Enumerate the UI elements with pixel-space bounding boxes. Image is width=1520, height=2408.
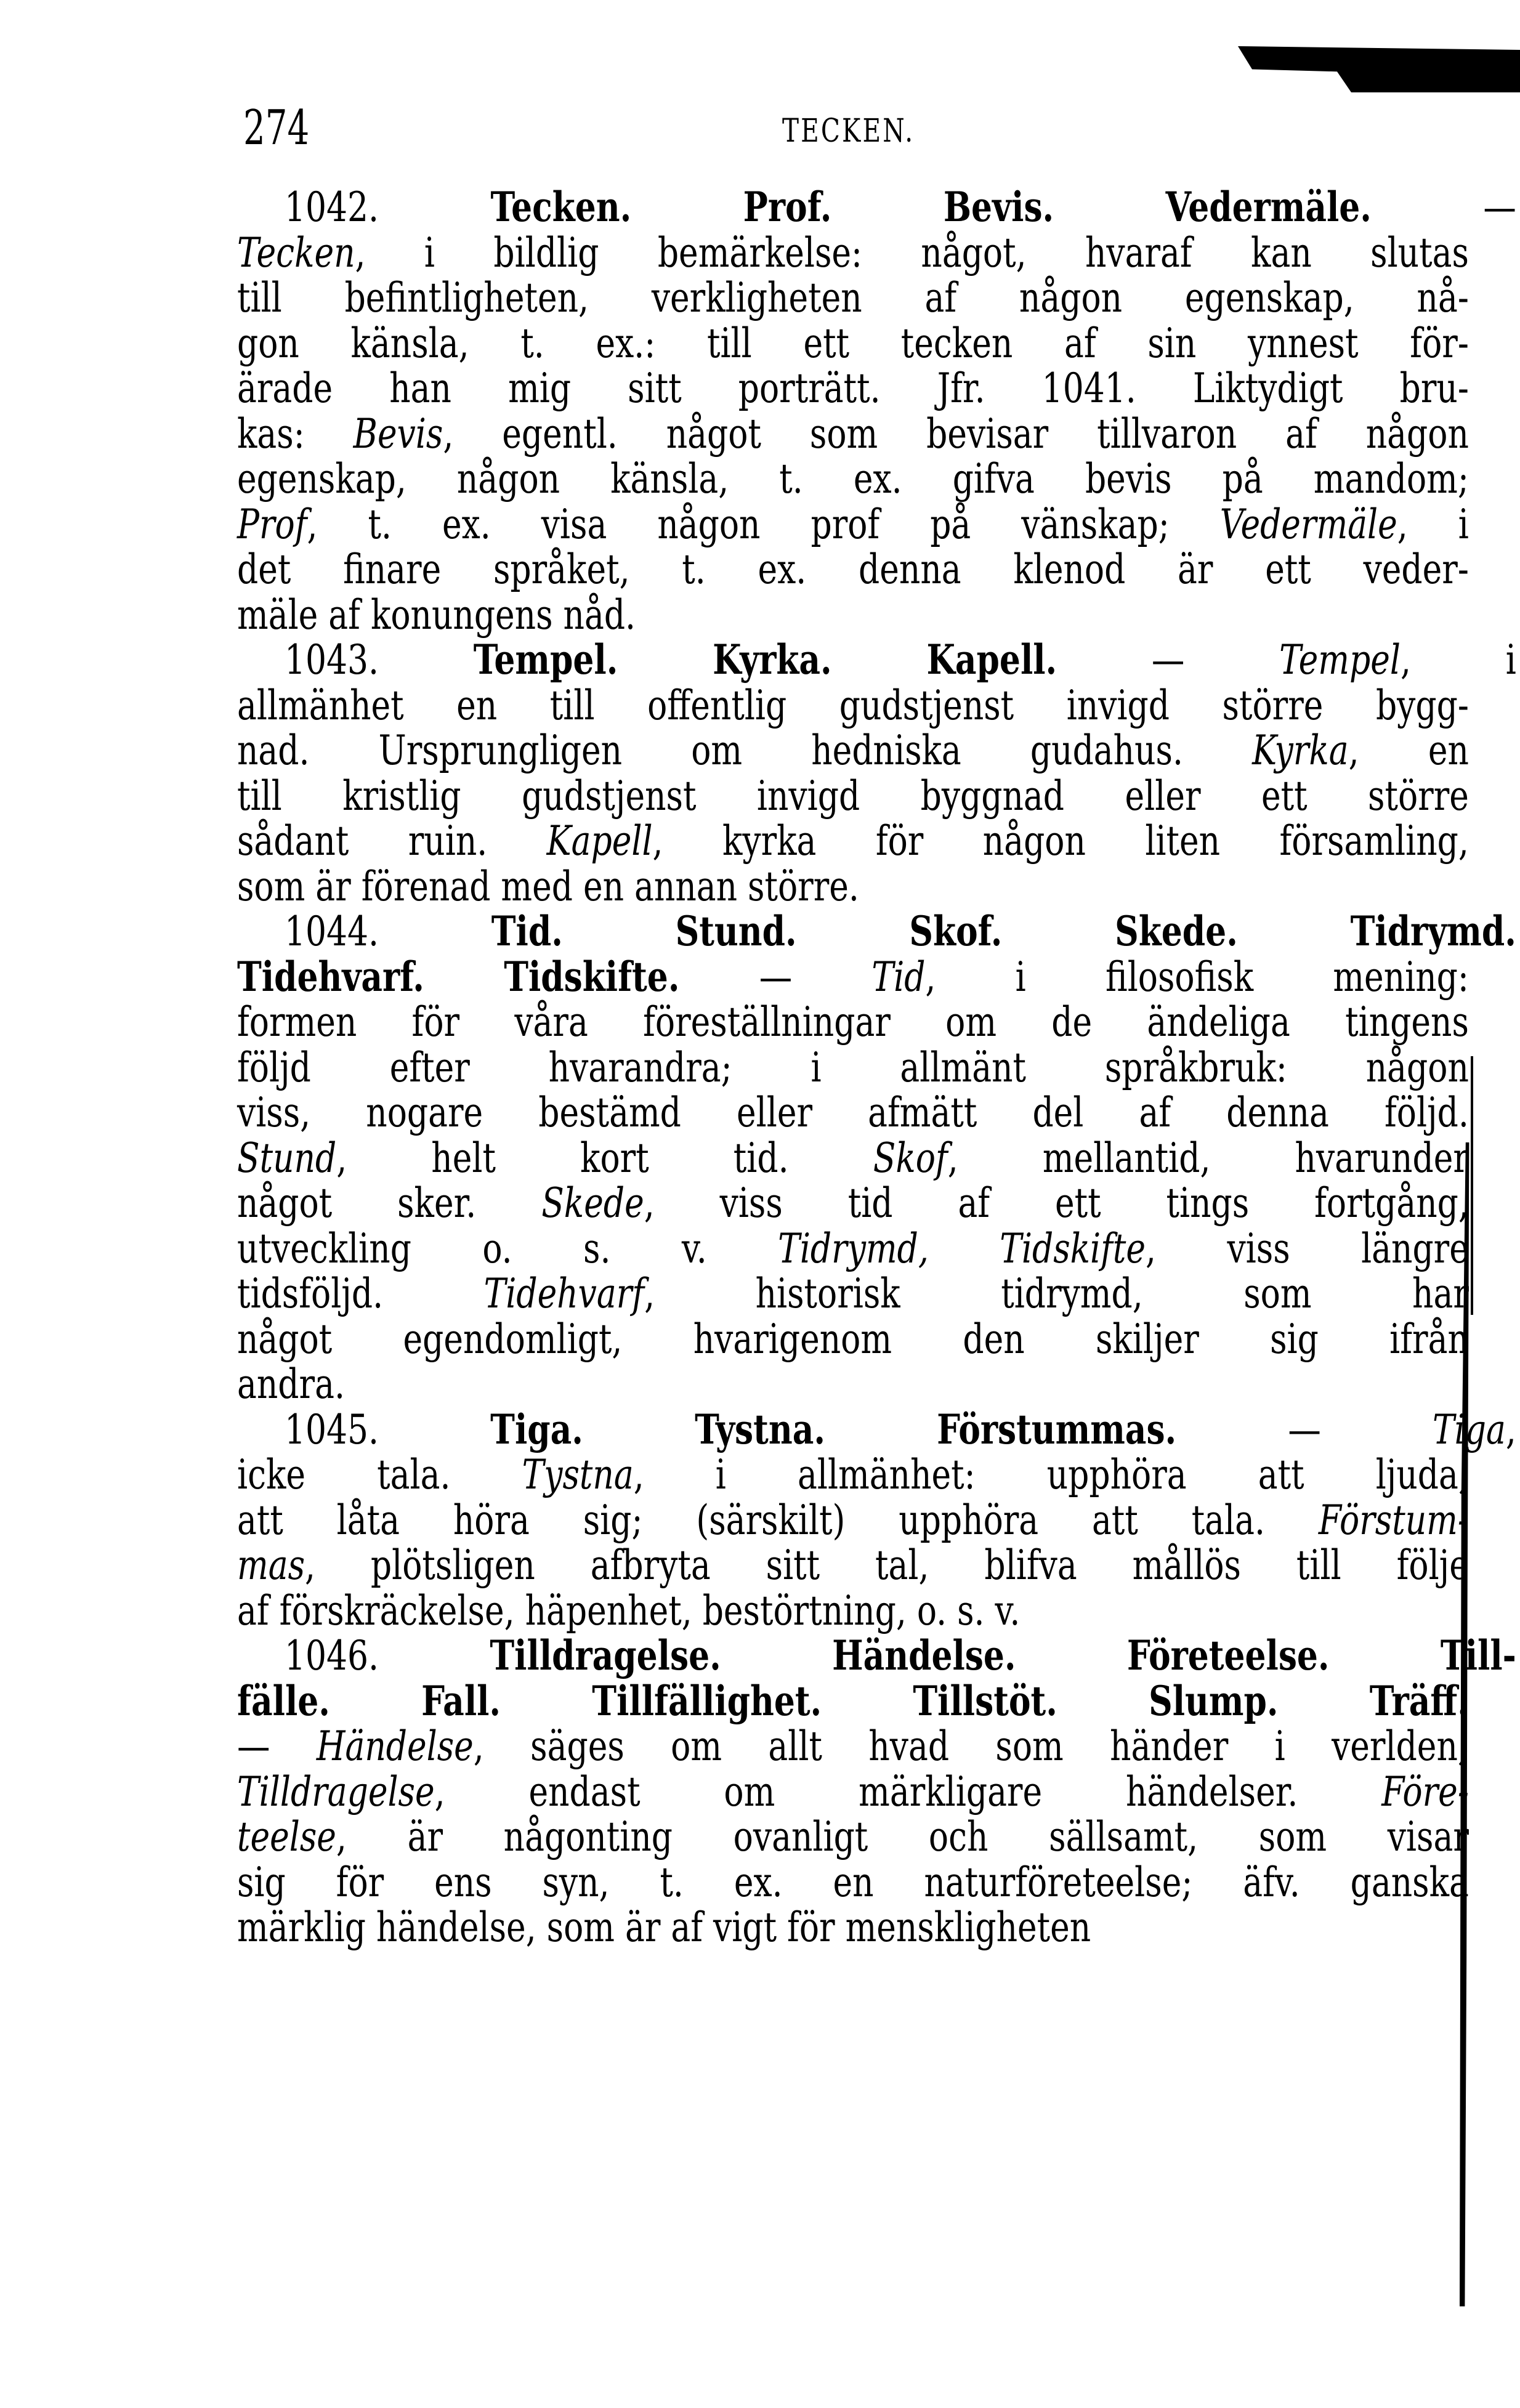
text-run [1057,1678,1149,1725]
italic-term: Tid [871,953,926,1001]
entry-text-line [237,1090,1469,1136]
text-run [501,1678,592,1725]
italic-term: Tystna [522,1451,634,1498]
text-run: nad. Ursprungligen om hedniska gudahus. [237,727,1253,774]
running-title: TECKEN. [782,113,915,150]
italic-term: Vedermäle [1219,500,1397,548]
text-run [1278,1678,1369,1725]
text-run: — [1176,1405,1433,1453]
entry-text-line [237,1498,1469,1543]
text-run: märklig händelse, som är af vigt för menskligheten [237,1904,1091,1951]
text-run: 1043. [284,636,474,684]
entry-text-line [237,456,1469,502]
entry-heading-line [237,1407,1516,1453]
text-run: kas: [237,410,354,458]
entry-text-line [237,1181,1469,1226]
dictionary-body [237,183,1516,1951]
text-run: 1045. [284,1405,491,1453]
headword: Tidskifte. [504,952,680,1001]
page-number: 274 [243,100,310,156]
text-run: , är någonting ovanligt och sällsamt, som visar [336,1813,1469,1861]
entry-text-line [237,1271,1469,1317]
entry-text-line [237,321,1469,366]
headword: Stund. [675,907,797,955]
text-run: viss, nogare bestämd eller afmätt del af denna följd. [237,1089,1469,1136]
text-run: , viss längre [1146,1224,1469,1272]
headword: Vedermäle. [1165,183,1372,231]
text-run: , historisk tidrymd, som har [644,1270,1469,1317]
headword: Till- [1440,1631,1516,1679]
italic-term: Tecken [237,228,355,277]
entry-text-line [237,1226,1469,1272]
text-run [1330,1632,1441,1679]
text-run: utveckling o. s. v. [237,1224,778,1272]
headword: Kapell. [926,636,1057,684]
italic-term: Prof [237,500,307,548]
headword: Tillfällighet. [592,1676,822,1725]
text-run [1238,908,1351,955]
entry-heading-line [237,637,1516,683]
entry-text-line [237,230,1469,276]
text-run [822,1678,913,1725]
text-run: 1046. [284,1632,490,1679]
italic-term: Stund [237,1134,337,1182]
entry-text-line [237,1860,1469,1905]
text-run: gon känsla, t. ex.: till ett tecken af sin ynnest för- [237,319,1469,367]
entry-text-line [237,1045,1469,1091]
italic-term: Tilldragelse [237,1768,435,1816]
text-run [831,184,943,231]
headword: Tilldragelse. [490,1631,721,1679]
italic-term: mas [237,1541,305,1589]
entry-text-line [237,502,1469,547]
entry-text-line [237,683,1469,729]
italic-term: Förstum- [1318,1496,1469,1544]
text-run: som är förenad med en annan större. [237,862,859,910]
entry-text-line [237,864,1469,910]
entry-text-line [237,1452,1469,1498]
entry-text-line [237,1814,1469,1860]
headword: Tiga. [490,1405,583,1453]
text-run: — [1057,636,1280,684]
entry-text-line [237,774,1469,819]
entry-text-line [237,1543,1469,1588]
entry-text-line [237,275,1469,321]
headword: Händelse. [832,1631,1016,1679]
headword: Prof. [743,183,832,231]
italic-term: Kyrka [1252,727,1349,774]
text-run: — [1371,184,1516,231]
italic-term: Bevis [353,410,443,458]
entry-text-line [237,592,1469,638]
entry-text-line [237,1362,1469,1407]
entry-text-line [237,1136,1469,1181]
text-run: egenskap, någon känsla, t. ex. gifva bevis på mandom; [237,455,1469,503]
text-run: något egendomligt, hvarigenom den skiljer sig ifrån [237,1315,1469,1363]
headword: Skof. [909,907,1003,955]
headword: Bevis. [943,183,1054,231]
headword: Företeelse. [1126,1631,1330,1679]
headword: Tillstöt. [913,1676,1057,1725]
entry-heading-line [237,1633,1516,1679]
text-run: 1044. [284,908,491,955]
text-run [797,908,910,955]
text-run [618,636,713,684]
entry-text-line [237,818,1469,864]
text-run [1054,184,1165,231]
italic-term: Tiga [1432,1405,1506,1453]
headword: Tidehvarf. [237,952,424,1001]
headword: Tidrymd. [1350,907,1516,955]
text-run: , egentl. något som bevisar tillvaron af någon [443,410,1469,458]
headword: Skede. [1115,907,1238,955]
italic-term: Kapell [546,817,653,865]
entry-text-line [237,1588,1469,1634]
text-run: , viss tid af ett tings fortgång, [644,1179,1469,1227]
text-run: , i allmänhet: upphöra att ljuda, [633,1451,1469,1498]
text-run [424,953,504,1001]
headword: Tid. [491,907,563,955]
entry-text-line [237,411,1469,457]
entry-text-line [237,1724,1469,1769]
entry-heading-line [237,185,1516,230]
entry-text-line [237,1000,1469,1045]
text-run: sådant ruin. [237,817,547,865]
headword: Fall. [421,1676,501,1725]
text-run: , [1505,1405,1516,1453]
scan-artifact-line [1471,1056,1473,1315]
text-run [330,1678,421,1725]
italic-term: Skof [873,1134,948,1182]
text-run: , i filosofisk mening: [925,953,1469,1001]
text-run: till befintligheten, verkligheten af någon egenskap, nå- [237,274,1469,321]
text-run: , t. ex. visa någon prof på vänskap; [307,500,1220,548]
headword: Tystna. [695,1405,825,1453]
text-run: allmänhet en till offentlig gudstjenst invigd större bygg- [237,681,1469,729]
italic-term: Före- [1381,1768,1469,1816]
text-run [563,908,676,955]
entry-text-line [237,1905,1469,1950]
text-run: , i [1397,500,1469,548]
italic-term: Tidrymd, Tidskifte [778,1224,1146,1272]
text-run: , i [1400,636,1516,684]
headword: Tempel. [473,636,618,684]
text-run: formen för våra föreställningar om de ändeliga tingens [237,998,1469,1046]
text-run: , plötsligen afbryta sitt tal, blifva mållös till följe [305,1541,1469,1589]
text-run: , i bildlig bemärkelse: något, hvaraf kan slutas [355,228,1469,277]
headword: Tecken. [490,183,632,231]
text-run [721,1632,832,1679]
headword: Kyrka. [713,636,832,684]
scan-artifact-top [1238,46,1520,92]
text-run: , mellantid, hvarunder [947,1134,1469,1182]
dictionary-entry [237,183,1516,639]
italic-term: Tempel [1279,636,1401,684]
text-run [631,184,743,231]
text-run: — [679,953,872,1001]
italic-term: Händelse [316,1723,474,1770]
text-run: det finare språket, t. ex. denna klenod är ett veder- [237,546,1469,593]
text-run: af förskräckelse, häpenhet, bestörtning, o. s. v. [237,1586,1021,1634]
text-run: tidsföljd. [237,1270,484,1317]
text-run: , helt kort tid. [336,1134,873,1182]
entry-text-line [237,952,1469,1001]
text-run [832,636,927,684]
text-run: , en [1348,727,1469,774]
dictionary-entry [237,1405,1516,1634]
text-run: , endast om märkligare händelser. [434,1768,1382,1816]
dictionary-entry [237,636,1516,910]
text-run: sig för ens syn, t. ex. en naturföreteelse; äfv. ganska [237,1858,1469,1906]
headword: Slump. [1149,1676,1279,1725]
text-run [825,1406,937,1453]
dictionary-entry [237,907,1516,1408]
text-run: till kristlig gudstjenst invigd byggnad eller ett större [237,772,1469,820]
entry-heading-line [237,909,1516,955]
text-run: följd efter hvarandra; i allmänt språkbruk: någon [237,1043,1469,1091]
headword: Träff. [1369,1676,1469,1725]
italic-term: Skede [541,1179,644,1227]
entry-text-line [237,547,1469,592]
text-run [1016,1632,1127,1679]
text-run: ärade han mig sitt porträtt. Jfr. 1041. Liktydigt bru- [237,365,1469,412]
text-run: något sker. [237,1179,542,1227]
text-run: , kyrka för någon liten församling, [652,817,1469,865]
entry-text-line [237,1676,1469,1725]
running-head [243,89,1487,157]
italic-term: teelse [237,1813,336,1861]
entry-text-line [237,1769,1469,1815]
text-run: , säges om allt hvad som händer i verlden; [473,1723,1469,1770]
entry-text-line [237,1317,1469,1362]
text-run [1002,908,1115,955]
text-run: andra. [237,1360,345,1408]
dictionary-entry [237,1631,1516,1951]
italic-term: Tidehvarf [483,1270,645,1317]
entry-text-line [237,728,1469,774]
headword: Förstummas. [937,1405,1177,1453]
text-run: mäle af konungens nåd. [237,591,636,639]
text-run: 1042. [284,184,491,231]
text-run: att låta höra sig; (särskilt) upphöra att tala. [237,1496,1319,1544]
entry-text-line [237,366,1469,411]
text-run [583,1406,695,1453]
headword: fälle. [237,1676,330,1725]
text-run: — [237,1723,317,1770]
text-run: icke tala. [237,1451,522,1498]
